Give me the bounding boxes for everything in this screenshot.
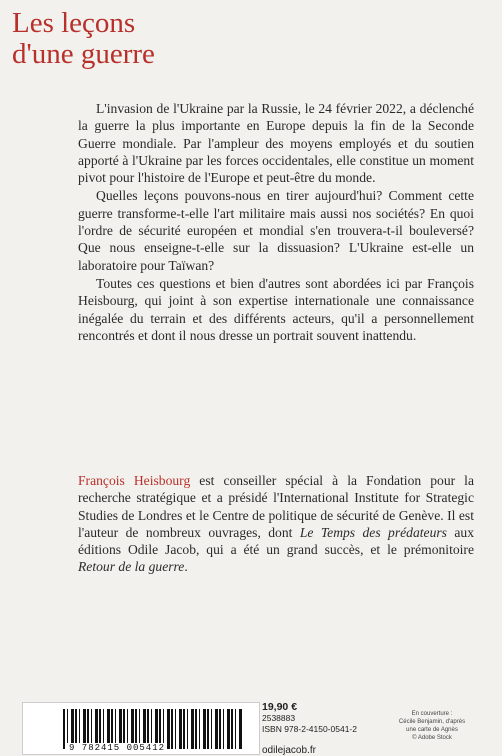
summary-paragraph-1: L'invasion de l'Ukraine par la Russie, le 24 février 2022, a déclenché la guerre la plus importante en Europe depuis la fin de la Seconde Guerre mondiale. Par l'ampleur des moyens employés et du soutien apporté à l'Ukraine par les forces occidentales, elle constitue un moment pivot pour l'histoire de l'Europe et peut-être du monde. <box>78 101 474 186</box>
summary-paragraph-3: Toutes ces questions et bien d'autres sont abordées ici par François Heisbourg, qui joint à son expertise internationale une connaissance inégalée du terrain et des différents acteurs, qu'il a personnellement rencontrés et dont il nous dresse un portrait souvent inattendu. <box>78 275 474 343</box>
bio-text-1: est conseiller spécial à la Fondation pour la recherche stratégique et a présidé l'International Institute for Strategic Studies de Londres et le Centre de politique de sécurité de Genève. Il est l'auteur de nombreux ouvrages, dont <box>78 473 474 540</box>
price: 19,90 € <box>262 701 298 713</box>
cover-footer <box>0 700 502 756</box>
author-name: François Heisbourg <box>78 473 191 488</box>
credit-line-3: une carte de Agnès <box>406 727 458 733</box>
credit-line-2: Cécile Benjamin, d'après <box>398 719 466 725</box>
summary-paragraph-2: Quelles leçons pouvons-nous en tirer aujourd'hui? Comment cette guerre transforme-t-elle l'art militaire mais aussi nos sociétés? En quoi l'ordre de sécurité européen et mondial s'en trouvera-t-il bouleversé? Que nous enseigne-t-elle sur la dissuasion? L'Ukraine est-elle un laboratoire pour Taïwan? <box>78 188 474 273</box>
cover-credit <box>378 710 486 742</box>
isbn: ISBN 978-2-4150-0541-2 <box>262 724 357 734</box>
credit-line-1: En couverture : <box>411 711 453 717</box>
bio-text-2: aux éditions Odile Jacob, qui a été un grand succès, et le prémonitoire <box>78 524 474 558</box>
book-title <box>12 8 155 70</box>
publisher-website: odilejacob.fr <box>262 745 316 756</box>
title-line-1: Les leçons <box>12 7 136 39</box>
credit-line-4: © Adobe Stock <box>412 735 452 741</box>
price-block <box>262 702 357 735</box>
product-code: 2538883 <box>262 713 296 723</box>
barcode-number: 9 782415 005412 <box>69 743 166 753</box>
book-title-1: Le Temps des prédateurs <box>299 524 447 540</box>
author-bio <box>78 472 474 576</box>
barcode <box>22 702 260 755</box>
summary-text <box>78 100 474 345</box>
author-bio-paragraph <box>78 472 474 576</box>
book-title-2: Retour de la guerre <box>78 559 185 575</box>
bio-text-3: . <box>184 559 188 575</box>
title-line-2: d'une guerre <box>12 38 155 70</box>
